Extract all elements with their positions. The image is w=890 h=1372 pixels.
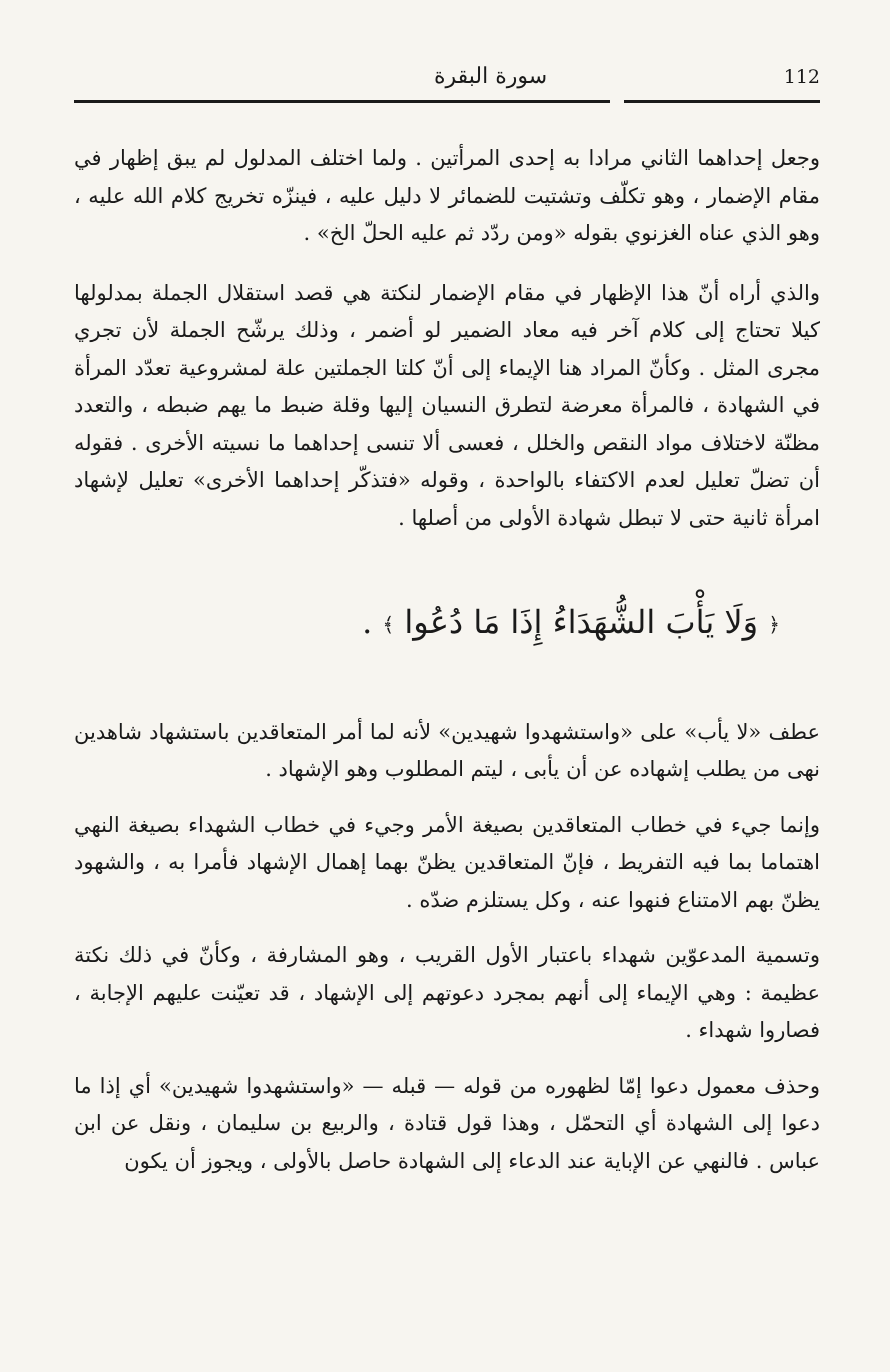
header-rule [624,100,820,103]
header-rule [74,100,610,103]
page-header [74,58,820,98]
page-body [74,140,820,1198]
paragraph: وجعل إحداهما الثاني مرادا به إحدى المرأتين . ولما اختلف المدلول لم يبق إظهار في مقام الإضمار ، وهو تكلّف وتشتيت للضمائر لا دليل عليه ، فينزّه تخريج كلام الله عليه ، وهو الذي عناه الغزنوي بقوله «ومن ردّد ثم عليه الحلّ الخ» . [74,146,820,245]
page-number: 112 [783,66,820,88]
verse-trailing: . [362,603,373,641]
paragraph: والذي أراه أنّ هذا الإظهار في مقام الإضمار لنكتة هي قصد استقلال الجملة بمدلولها كيلا تحتاج إلى كلام آخر فيه معاد الضمير لو أضمر ، وذلك يرشّح الجملة لأن تجري مجرى المثل . وكأنّ المراد هنا الإيماء إلى أنّ كلتا الجملتين علة لمشروعية تعدّد المرأة في الشهادة ، فالمرأة معرضة لتطرق النسيان إليها وقلة ضبط ما يهم ضبطه ، والتعدد مظنّة لاختلاف مواد النقص والخلل ، فعسى ألا تنسى إحداهما ما نسيته الأخرى . فقوله أن تضلّ تعليل لعدم الاكتفاء بالواحدة ، وقوله «فتذكّر إحداهما الأخرى» تعليل لإشهاد امرأة ثانية حتى لا تبطل شهادة الأولى من أصلها . [74,280,820,530]
paragraph: وتسمية المدعوّين شهداء باعتبار الأول القريب ، وهو المشارفة ، وكأنّ في ذلك نكتة عظيمة : وهي الإيماء إلى أنهم بمجرد دعوتهم إلى الإشهاد ، قد تعيّنت عليهم الإجابة ، فصاروا شهداء . [74,943,820,1042]
quran-verse [74,597,820,650]
verse-open-mark: ﴿ [768,612,780,637]
paragraph: وحذف معمول دعوا إمّا لظهوره من قوله — قبله — «واستشهدوا شهيدين» أي إذا ما دعوا إلى الشهادة أي التحمّل ، وهذا قول قتادة ، والربيع بن سليمان ، ونقل عن ابن عباس . فالنهي عن الإباية عند الدعاء إلى الشهادة حاصل بالأولى ، ويجوز أن يكون [74,1073,820,1173]
verse-text: وَلَا يَأْبَ الشُّهَدَاءُ إِذَا مَا دُعُوا [404,603,759,641]
verse-close-mark: ﴾ [382,612,395,637]
surah-title: سورة البقرة [434,64,548,89]
paragraph: وإنما جيء في خطاب المتعاقدين بصيغة الأمر وجيء في خطاب الشهداء بصيغة النهي اهتماما بما فيه التفريط ، فإنّ المتعاقدين يظنّ بهما إهمال الإشهاد فأمرا به ، والشهود يظنّ بهم الامتناع فنهوا عنه ، وكل يستلزم ضدّه . [74,812,820,912]
paragraph: عطف «لا يأب» على «واستشهدوا شهيدين» لأنه لما أمر المتعاقدين باستشهاد شاهدين نهى من يطلب إشهاده عن أن يأبى ، ليتم المطلوب وهو الإشهاد . [74,719,820,781]
